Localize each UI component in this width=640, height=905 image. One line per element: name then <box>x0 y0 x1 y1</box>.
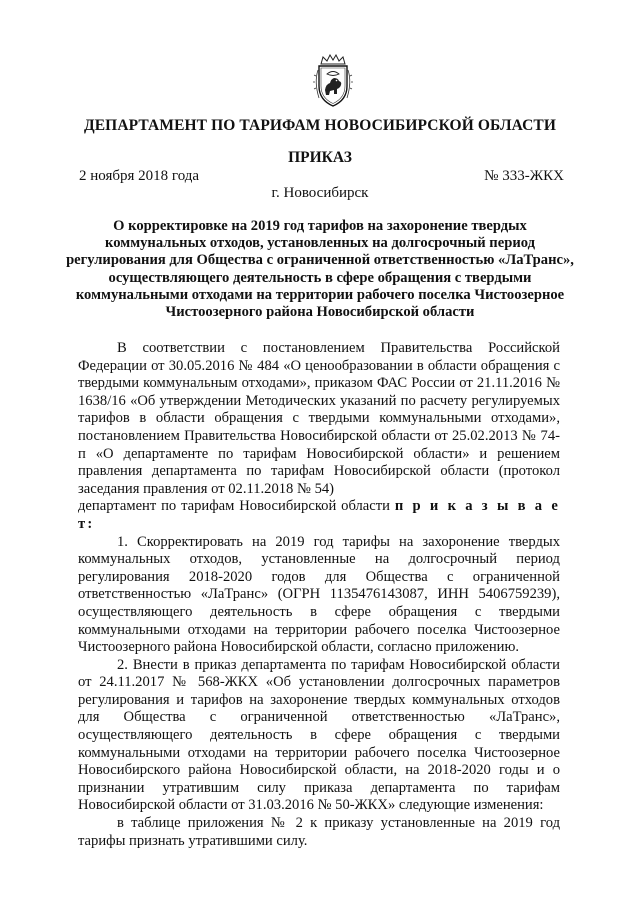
title-line: коммунальными отходами на территории рабочего поселка Чистоозерное <box>75 286 565 303</box>
department-name: ДЕПАРТАМЕНТ ПО ТАРИФАМ НОВОСИБИРСКОЙ ОБЛАСТИ <box>83 117 557 134</box>
title-line: регулирования для Общества с ограниченной ответственностью «ЛаТранс», <box>66 252 574 269</box>
document-date: 2 ноября 2018 года <box>79 168 200 184</box>
document-title <box>60 218 580 321</box>
orders-word: п р и к а з ы в а е т: <box>78 498 560 532</box>
order-item-1: 1. Скорректировать на 2019 год тарифы на захоронение твердых коммунальных отходов, установленные на долгосрочный период регулирования 2018-2020 годов для Общества с ограниченной ответственностью «ЛаТранс» (ОГРН 1135476143087, ИНН 5406759239), осуществляющего деятельность в сфере обращения с твердыми коммунальными отходами на территории рабочего поселка Чистоозерное Чистоозерного района Новосибирской области, согласно приложению. <box>78 533 560 656</box>
orders-line <box>78 498 560 533</box>
coat-of-arms-icon <box>312 54 354 108</box>
document-number: № 333-ЖКХ <box>484 168 564 184</box>
title-line: Чистоозерного района Новосибирской области <box>165 304 475 321</box>
title-line: О корректировке на 2019 год тарифов на захоронение твердых <box>113 218 527 234</box>
document-type: ПРИКАЗ <box>288 149 352 166</box>
preamble-paragraph: В соответствии с постановлением Правительства Российской Федерации от 30.05.2016 № 484 «О ценообразовании в области обращения с твердыми коммунальным отходами», приказом ФАС России от 21.11.2016 № 1638/16 «Об утверждении Методических указаний по расчету регулируемых тарифов в области обращения с твердыми коммунальными отходами», постановлением Правительства Новосибирской области от 25.02.2013 № 74-п «О департаменте по тарифам Новосибирской области» и решением правления департамента по тарифам Новосибирской области (протокол заседания правления от 02.11.2018 № 54) <box>78 340 560 497</box>
order-item-2-subitem: в таблице приложения № 2 к приказу установленные на 2019 год тарифы признать утратившими силу. <box>78 815 560 849</box>
orders-prefix: департамент по тарифам Новосибирской области <box>78 498 390 515</box>
document-city: г. Новосибирск <box>271 185 369 201</box>
title-line: коммунальных отходов, установленных на долгосрочный период <box>105 235 535 252</box>
document-body <box>78 340 560 850</box>
title-line: осуществляющего деятельность в сфере обращения с твердыми <box>108 269 532 286</box>
order-item-2: 2. Внести в приказ департамента по тарифам Новосибирской области от 24.11.2017 № 568-ЖКХ «Об установлении долгосрочных параметров регулирования и тарифов на захоронение твердых коммунальных отходов для Общества с ограниченной ответственностью «ЛаТранс», осуществляющего деятельность в сфере обращения с твердыми коммунальными отходами на территории рабочего поселка Чистоозерное Новосибирского района Новосибирской области, на 2018-2020 годы и о признании утратившим силу приказа департамента по тарифам Новосибирской области от 31.03.2016 № 50-ЖКХ» следующие изменения: <box>78 656 560 814</box>
